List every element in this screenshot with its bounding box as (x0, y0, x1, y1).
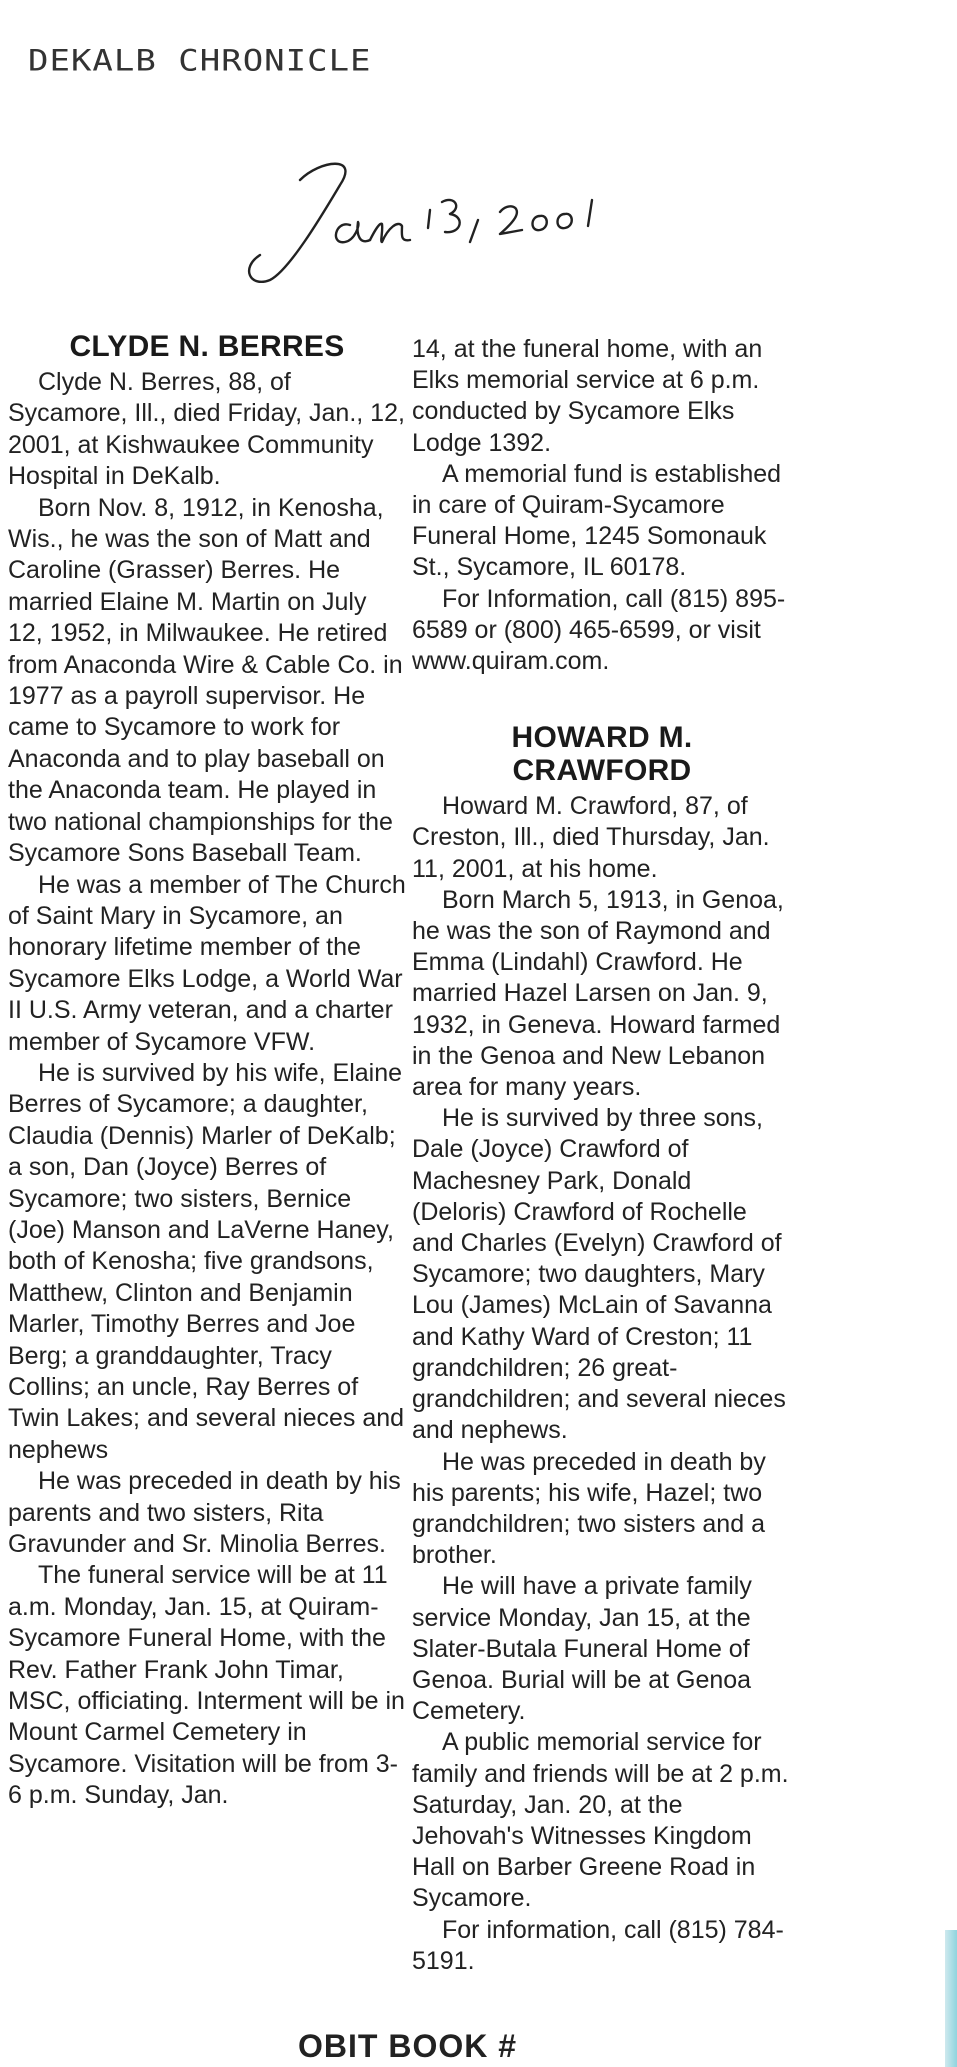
publication-name: DEKALB CHRONICLE (28, 44, 372, 78)
obit-paragraph: He was preceded in death by his parents and two sisters, Rita Gravunder and Sr. Minolia Berres. (8, 1467, 401, 1559)
obituary-name-line2: CRAWFORD (512, 754, 692, 788)
obit-paragraph: For information, call (815) 784-5191. (412, 1915, 784, 1975)
obituary-name-line1: HOWARD M. (511, 721, 693, 755)
obit-book-stamp: OBIT BOOK # (298, 2028, 518, 2064)
obit-paragraph: He is survived by three sons, Dale (Joyce) Crawford of Machesney Park, Donald (Deloris) Crawford of Rochelle and Charles (Evelyn) Crawford of Sycamore; two daughters, Mary Lou (James) McLain of Savanna and Kathy Ward of Creston; 11 grandchildren; 26 great-grandchildren; and several nieces and nephews. (412, 1104, 786, 1445)
obit-paragraph: Born Nov. 8, 1912, in Kenosha, Wis., he was the son of Matt and Caroline (Grasser) Berres. He married Elaine M. Martin on July 12, 1952, in Milwaukee. He retired from Anaconda Wire & Cable Co. in 1977 as a payroll supervisor. He came to Sycamore to work for Anaconda and to play baseball on the Anaconda team. He played in two national championships for the Sycamore Sons Baseball Team. (8, 493, 403, 868)
handwritten-date-signature (230, 150, 650, 300)
obituary-column-right (412, 334, 792, 1977)
obit-paragraph: Howard M. Crawford, 87, of Creston, Ill., died Thursday, Jan. 11, 2001, at his home. (412, 792, 770, 883)
obit-paragraph: He was a member of The Church of Saint Mary in Sycamore, an honorary lifetime member of the Sycamore Elks Lodge, a World War II U.S. Army veteran, and a charter member of Sycamore VFW. (8, 870, 406, 1056)
obit-paragraph: He was preceded in death by his parents; his wife, Hazel; two grandchildren; two sisters and a brother. (412, 1447, 766, 1570)
obit-paragraph: A memorial fund is established in care of Quiram-Sycamore Funeral Home, 1245 Somonauk St., Sycamore, IL 60178. (412, 459, 782, 582)
scan-edge-mark (945, 1930, 957, 2067)
obit-paragraph: Clyde N. Berres, 88, of Sycamore, Ill., died Friday, Jan., 12, 2001, at Kishwaukee Community Hospital in DeKalb. (8, 368, 405, 491)
obit-paragraph: For Information, call (815) 895-6589 or (800) 465-6599, or visit www.quiram.com. (412, 584, 786, 676)
obit-paragraph: He is survived by his wife, Elaine Berres of Sycamore; a daughter, Claudia (Dennis) Marler of DeKalb; a son, Dan (Joyce) Berres of Sycamore; two sisters, Bernice (Joe) Manson and LaVerne Haney, both of Kenosha; five grandsons, Matthew, Clinton and Benjamin Marler, Timothy Berres and Joe Berg; a granddaughter, Tracy Collins; an uncle, Ray Berres of Twin Lakes; and several nieces and nephews (8, 1058, 405, 1464)
obit-paragraph: Born March 5, 1913, in Genoa, he was the son of Raymond and Emma (Lindahl) Crawford. He married Hazel Larsen on Jan. 9, 1932, in Geneva. Howard farmed in the Genoa and New Lebanon area for many years. (412, 885, 784, 1102)
obit-paragraph: He will have a private family service Monday, Jan 15, at the Slater-Butala Funeral Home of Genoa. Burial will be at Genoa Cemetery. (412, 1572, 752, 1726)
obituary-name-berres: CLYDE N. BERRES (69, 330, 345, 363)
obituary-name-crawford (412, 721, 792, 787)
obit-paragraph-continued: 14, at the funeral home, with an Elks memorial service at 6 p.m. conducted by Sycamore Elks Lodge 1392. (412, 335, 763, 457)
obit-paragraph: The funeral service will be at 11 a.m. Monday, Jan. 15, at Quiram-Sycamore Funeral Home, with the Rev. Father Frank John Timar, MSC, officiating. Interment will be in Mount Carmel Cemetery in Sycamore. Visitation will be from 3-6 p.m. Sunday, Jan. (8, 1561, 405, 1810)
obituary-column-left (8, 330, 406, 1812)
obit-paragraph: A public memorial service for family and friends will be at 2 p.m. Saturday, Jan. 20, at the Jehovah's Witnesses Kingdom Hall on Barber Greene Road in Sycamore. (412, 1728, 789, 1913)
